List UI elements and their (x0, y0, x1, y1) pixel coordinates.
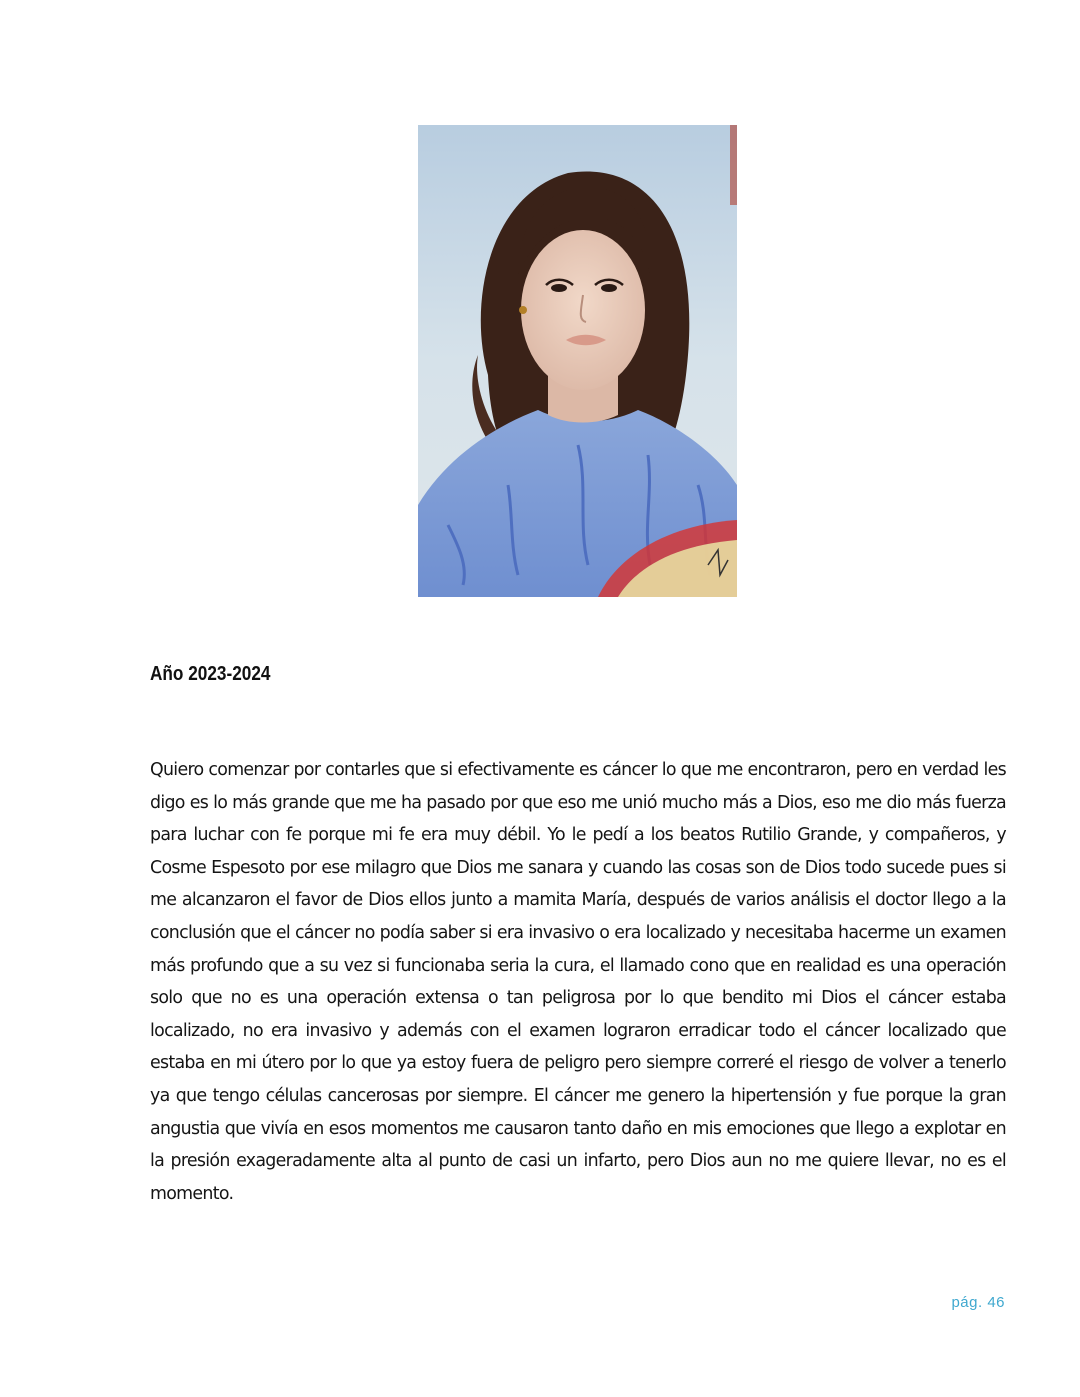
portrait-drawing (418, 125, 737, 597)
section-heading: Año 2023-2024 (150, 663, 271, 685)
portrait-illustration (418, 125, 737, 597)
page-number: pág. 46 (951, 1294, 1005, 1311)
body-paragraph: Quiero comenzar por contarles que si efectivamente es cáncer lo que me encontraron, pero en verdad les digo es lo más grande que me ha pasado por que eso me unió mucho más a Dios, eso me dio más fuerza para luchar con fe porque mi fe era muy débil. Yo le pedí a los beatos Rutilio Grande, y compañeros, y Cosme Espesoto por ese milagro que Dios me sanara y cuando las cosas son de Dios todo sucede pues si me alcanzaron el favor de Dios ellos junto a mamita María, después de varios análisis el doctor llego a la conclusión que el cáncer no podía saber si era invasivo o era localizado y necesitaba hacerme un examen más profundo que a su vez si funcionaba seria la cura, el llamado cono que en realidad es una operación solo que no es una operación extensa o tan peligrosa por lo que bendito mi Dios el cáncer estaba localizado, no era invasivo y además con el examen lograron erradicar todo el cáncer localizado que estaba en mi útero por lo que ya estoy fuera de peligro pero siempre correré el riesgo de volver a tenerlo ya que tengo células cancerosas por siempre. El cáncer me genero la hipertensión y fue porque la gran angustia que vivía en esos momentos me causaron tanto daño en mis emociones que llego a explotar en la presión exageradamente alta al punto de casi un infarto, pero Dios aun no me quiere llevar, no es el momento. (150, 760, 1006, 1204)
